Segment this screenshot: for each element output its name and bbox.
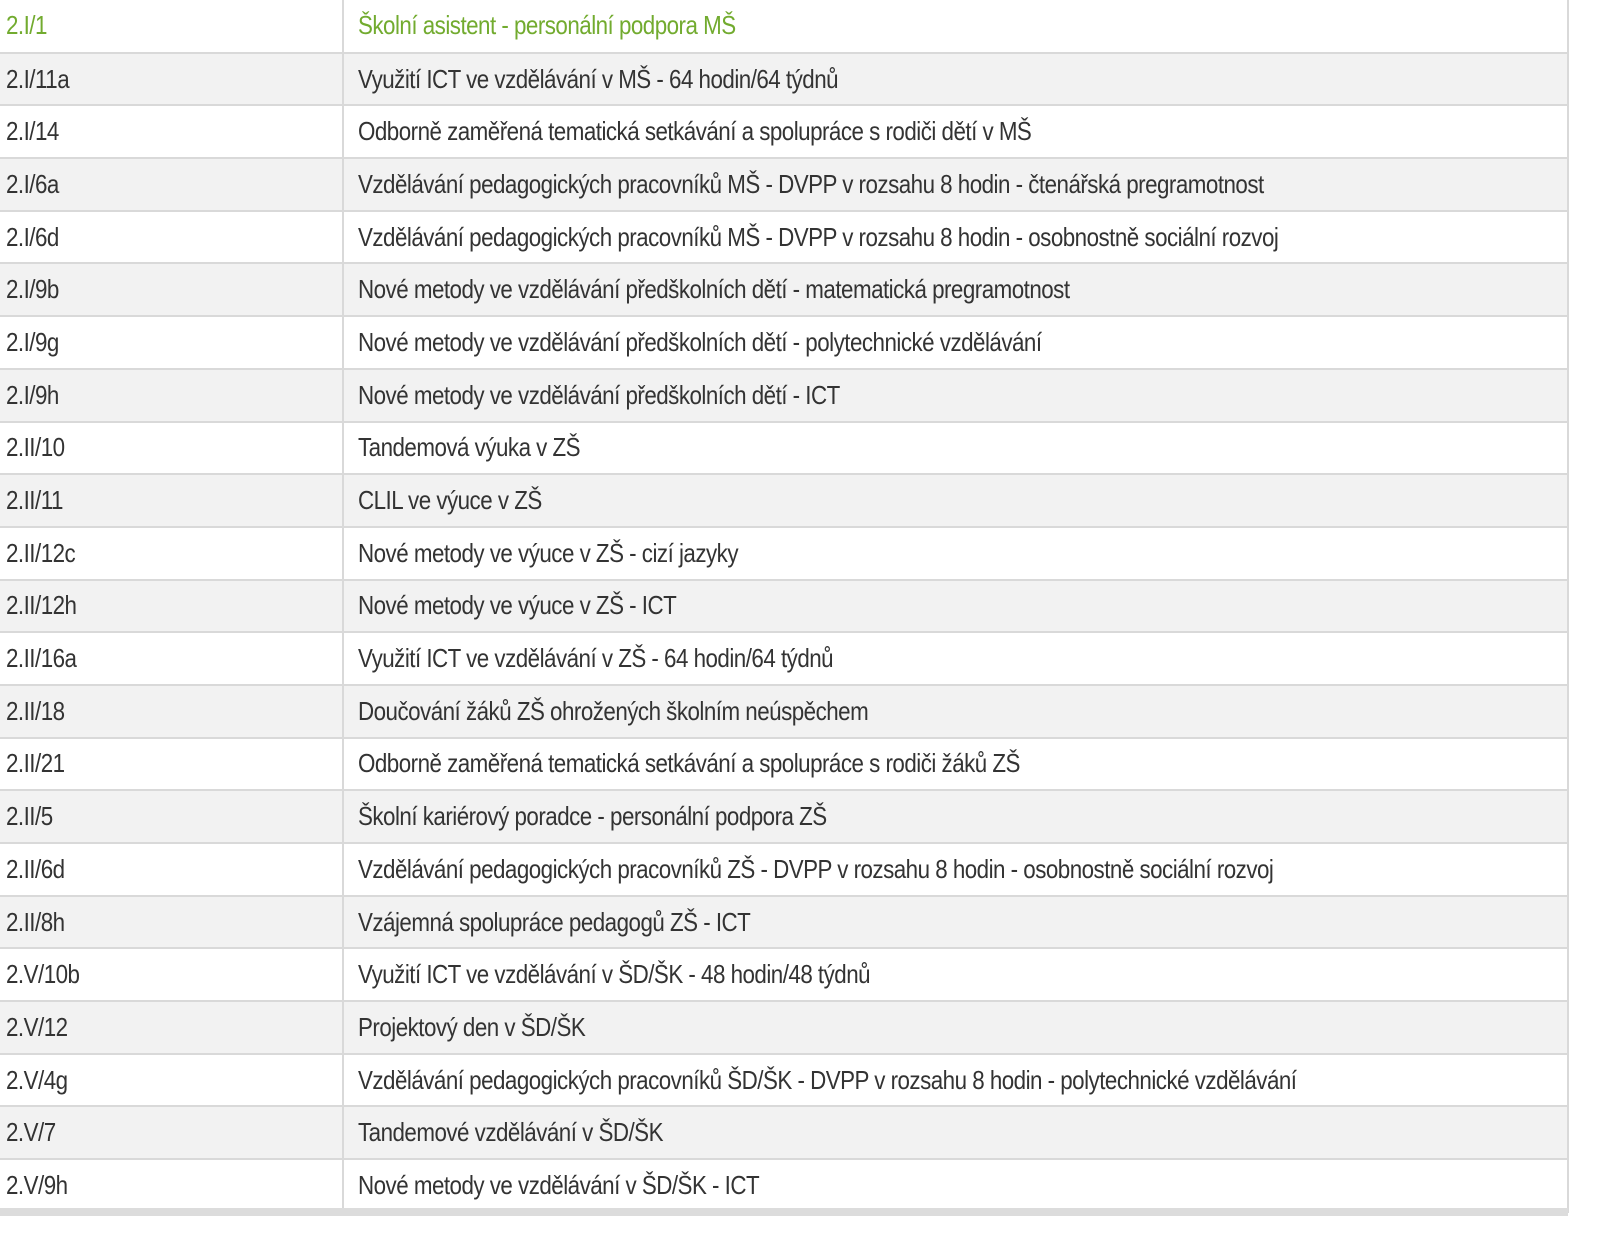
- template-name-cell: [343, 527, 1568, 580]
- template-code-cell: [0, 790, 343, 843]
- template-name: Využití ICT ve vzdělávání v MŠ - 64 hodin/64 týdnů: [358, 63, 839, 94]
- template-code-cell: [0, 316, 343, 369]
- template-name: Odborně zaměřená tematická setkávání a spolupráce s rodiči dětí v MŠ: [358, 116, 1032, 147]
- template-name-cell: [343, 738, 1568, 791]
- template-name-cell: [343, 369, 1568, 422]
- template-code-cell: [0, 53, 343, 106]
- template-code-cell: [0, 527, 343, 580]
- table-row: [0, 316, 1568, 369]
- template-code-cell: [0, 1159, 343, 1212]
- template-name-cell: [343, 790, 1568, 843]
- template-name-cell: [343, 1001, 1568, 1054]
- template-name-cell: [343, 632, 1568, 685]
- template-name-cell: [343, 53, 1568, 106]
- template-code: 2.II/12h: [6, 590, 77, 621]
- template-code-cell: [0, 738, 343, 791]
- template-name: CLIL ve výuce v ZŠ: [358, 485, 542, 516]
- table-row[interactable]: [0, 0, 1568, 53]
- table-row: [0, 369, 1568, 422]
- template-name-cell: [343, 1106, 1568, 1159]
- template-name-cell: [343, 1054, 1568, 1107]
- template-code: 2.I/9h: [6, 379, 59, 410]
- template-name-cell: [343, 896, 1568, 949]
- table-row: [0, 1054, 1568, 1107]
- template-name: Tandemové vzdělávání v ŠD/ŠK: [358, 1117, 663, 1148]
- template-code-cell: [0, 158, 343, 211]
- template-name-cell: [343, 843, 1568, 896]
- table-row: [0, 580, 1568, 633]
- template-code-cell: [0, 0, 343, 53]
- template-name: Nové metody ve výuce v ZŠ - cizí jazyky: [358, 537, 738, 568]
- template-name-cell: [343, 0, 1568, 53]
- table-row: [0, 948, 1568, 1001]
- template-name: Nové metody ve vzdělávání předškolních dětí - ICT: [358, 379, 840, 410]
- template-name: Školní asistent - personální podpora MŠ: [358, 10, 736, 41]
- table-row: [0, 105, 1568, 158]
- template-code: 2.I/11a: [6, 63, 70, 94]
- template-code: 2.II/5: [6, 801, 53, 832]
- table-row: [0, 738, 1568, 791]
- template-code: 2.II/10: [6, 432, 65, 463]
- template-code-cell: [0, 263, 343, 316]
- template-code-cell: [0, 632, 343, 685]
- template-name: Projektový den v ŠD/ŠK: [358, 1011, 586, 1042]
- template-code-cell: [0, 896, 343, 949]
- table-row: [0, 211, 1568, 264]
- template-name-cell: [343, 316, 1568, 369]
- template-name-cell: [343, 474, 1568, 527]
- template-name-cell: [343, 105, 1568, 158]
- template-code: 2.II/8h: [6, 906, 65, 937]
- template-name: Doučování žáků ZŠ ohrožených školním neúspěchem: [358, 695, 869, 726]
- template-code-cell: [0, 211, 343, 264]
- template-name: Nové metody ve vzdělávání předškolních dětí - polytechnické vzdělávání: [358, 326, 1042, 357]
- template-name-cell: [343, 422, 1568, 475]
- template-code-cell: [0, 1054, 343, 1107]
- template-code: 2.II/12c: [6, 537, 76, 568]
- template-name: Využití ICT ve vzdělávání v ŠD/ŠK - 48 hodin/48 týdnů: [358, 959, 871, 990]
- template-name-cell: [343, 211, 1568, 264]
- template-code: 2.I/6a: [6, 168, 59, 199]
- table-row: [0, 632, 1568, 685]
- template-name: Vzdělávání pedagogických pracovníků MŠ - DVPP v rozsahu 8 hodin - čtenářská pregramotnost: [358, 168, 1264, 199]
- template-code-cell: [0, 474, 343, 527]
- template-code-cell: [0, 685, 343, 738]
- template-code-cell: [0, 843, 343, 896]
- template-code: 2.V/4g: [6, 1064, 68, 1095]
- template-name: Vzdělávání pedagogických pracovníků ZŠ - DVPP v rozsahu 8 hodin - osobnostně sociální rozvoj: [358, 853, 1274, 884]
- table-row: [0, 685, 1568, 738]
- template-code: 2.V/12: [6, 1011, 68, 1042]
- template-name-cell: [343, 158, 1568, 211]
- table-row: [0, 790, 1568, 843]
- template-code: 2.I/9b: [6, 274, 59, 305]
- template-name: Školní kariérový poradce - personální podpora ZŠ: [358, 801, 827, 832]
- table-row: [0, 1106, 1568, 1159]
- template-name-cell: [343, 1159, 1568, 1212]
- template-code: 2.II/21: [6, 748, 65, 779]
- template-code-cell: [0, 422, 343, 475]
- template-name-cell: [343, 580, 1568, 633]
- template-code: 2.I/14: [6, 116, 59, 147]
- template-code-cell: [0, 1106, 343, 1159]
- template-code: 2.I/9g: [6, 326, 59, 357]
- template-name: Vzdělávání pedagogických pracovníků ŠD/ŠK - DVPP v rozsahu 8 hodin - polytechnické vzdělávání: [358, 1064, 1297, 1095]
- template-code: 2.I/6d: [6, 221, 59, 252]
- table-bottom-border: [0, 1208, 1568, 1216]
- template-code: 2.II/18: [6, 695, 65, 726]
- template-name: Vzdělávání pedagogických pracovníků MŠ - DVPP v rozsahu 8 hodin - osobnostně sociální rozvoj: [358, 221, 1279, 252]
- template-name-cell: [343, 948, 1568, 1001]
- template-code-cell: [0, 105, 343, 158]
- template-code: 2.V/10b: [6, 959, 80, 990]
- table-row: [0, 263, 1568, 316]
- template-code-cell: [0, 369, 343, 422]
- template-code: 2.V/7: [6, 1117, 56, 1148]
- template-code: 2.V/9h: [6, 1169, 68, 1200]
- table-row: [0, 843, 1568, 896]
- template-name: Nové metody ve vzdělávání předškolních dětí - matematická pregramotnost: [358, 274, 1070, 305]
- template-name-cell: [343, 685, 1568, 738]
- template-name: Tandemová výuka v ZŠ: [358, 432, 581, 463]
- table-row: [0, 1159, 1568, 1212]
- template-name: Odborně zaměřená tematická setkávání a spolupráce s rodiči žáků ZŠ: [358, 748, 1020, 779]
- template-name: Vzájemná spolupráce pedagogů ZŠ - ICT: [358, 906, 751, 937]
- table-row: [0, 527, 1568, 580]
- template-name: Využití ICT ve vzdělávání v ZŠ - 64 hodin/64 týdnů: [358, 643, 834, 674]
- template-code-cell: [0, 580, 343, 633]
- template-code: 2.II/6d: [6, 853, 65, 884]
- template-name: Nové metody ve výuce v ZŠ - ICT: [358, 590, 677, 621]
- template-name: Nové metody ve vzdělávání v ŠD/ŠK - ICT: [358, 1169, 760, 1200]
- template-code: 2.II/11: [6, 485, 63, 516]
- table-row: [0, 158, 1568, 211]
- table-row: [0, 474, 1568, 527]
- table-row: [0, 896, 1568, 949]
- table-row: [0, 1001, 1568, 1054]
- table-row: [0, 53, 1568, 106]
- template-code-cell: [0, 948, 343, 1001]
- table-row: [0, 422, 1568, 475]
- template-code-cell: [0, 1001, 343, 1054]
- template-code: 2.II/16a: [6, 643, 77, 674]
- template-code: 2.I/1: [6, 10, 47, 41]
- template-name-cell: [343, 263, 1568, 316]
